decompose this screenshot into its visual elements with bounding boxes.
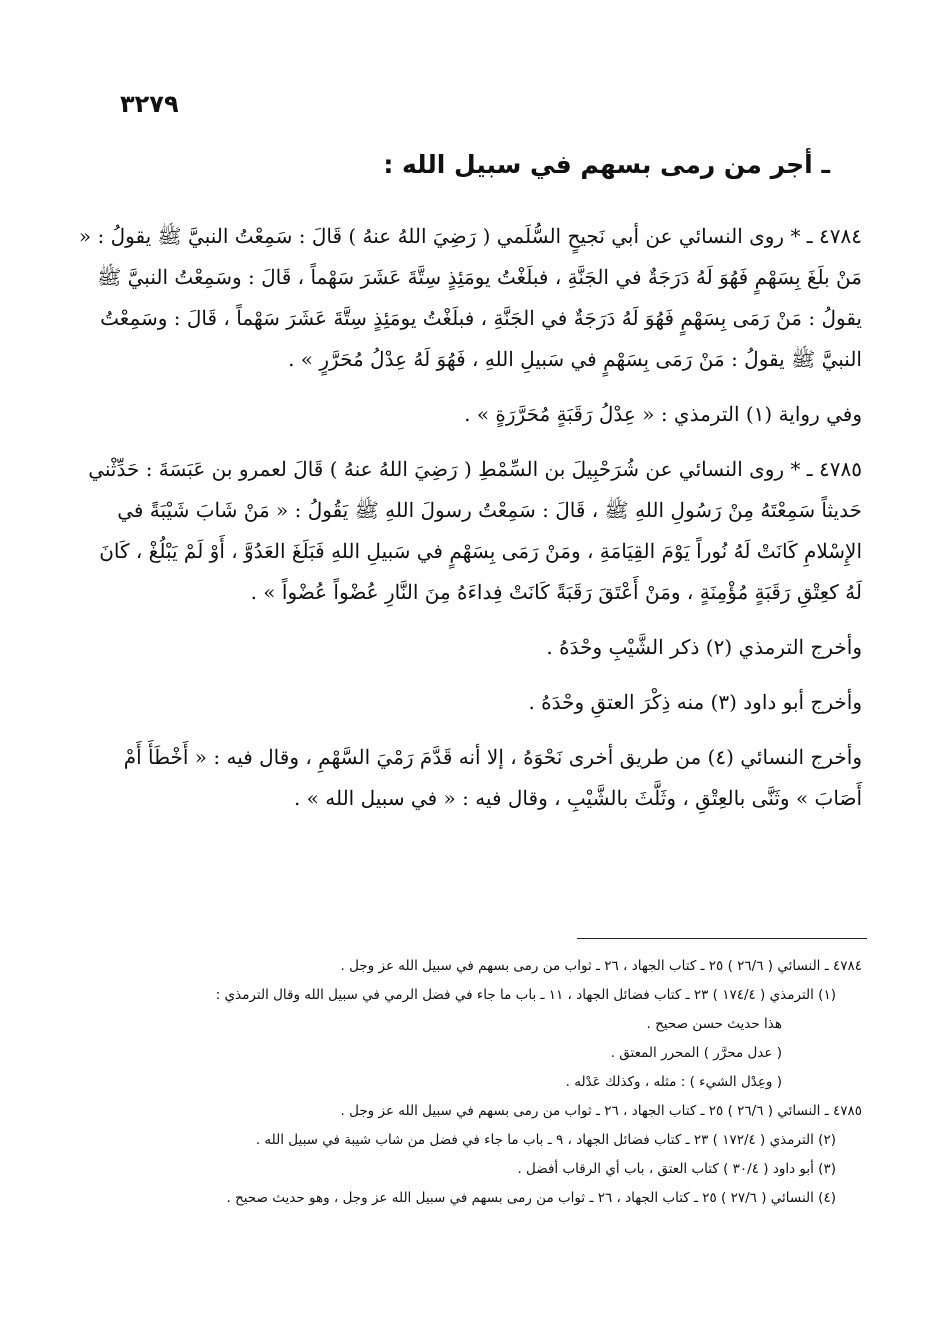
footnote-1-gloss-idl: ( وعِدْل الشيء ) : مثله ، وكذلك عَدْله .	[565, 1074, 782, 1090]
footnotes-section	[72, 952, 862, 1213]
footnote-2: (٢) الترمذي ( ١٧٢/٤ ) ٢٣ ـ كتاب فضائل الجهاد ، ٩ ـ باب ما جاء في فضل من شاب شيبة في سبيل الله .	[255, 1132, 836, 1148]
footnote-4785: ٤٧٨٥ ـ النسائي ( ٢٦/٦ ) ٢٥ ـ كتاب الجهاد ، ٢٦ ـ ثواب من رمى بسهم في سبيل الله عز وجل .	[340, 1103, 862, 1119]
footnote-1-continuation: هذا حديث حسن صحيح .	[646, 1016, 782, 1032]
footnote-3: (٣) أبو داود ( ٣٠/٤ ) كتاب العتق ، باب أي الرقاب أفضل .	[517, 1161, 836, 1177]
tirmidhi-takhrij-note: وأخرج الترمذي (٢) ذكر الشَّيْبِ وحْدَهُ .	[546, 635, 862, 659]
section-heading: ـ أجر من رمى بسهم في سبيل الله :	[383, 150, 830, 179]
footnote-4: (٤) النسائي ( ٢٧/٦ ) ٢٥ ـ كتاب الجهاد ، ٢٦ ـ ثواب من رمى بسهم في سبيل الله عز وجل ، وهو حديث صحيح .	[226, 1190, 836, 1206]
page-number: ٣٢٧٩	[120, 90, 179, 118]
footnote-1: (١) الترمذي ( ١٧٤/٤ ) ٢٣ ـ كتاب فضائل الجهاد ، ١١ ـ باب ما جاء في فضل الرمي في سبيل الله وقال الترمذي :	[215, 987, 836, 1003]
footnote-1-gloss-muharrar: ( عدل محرَّر ) المحرر المعتق .	[610, 1045, 782, 1061]
hadith-4784: ٤٧٨٤ ـ * روى النسائي عن أبي نَجيحٍ السُّلَمي ( رَضِيَ اللهُ عنهُ ) قَالَ : سَمِعْتُ النبيَّ ﷺ يقولُ : « مَنْ بلَغَ بِسَهْمٍ فَهُوَ لَهُ دَرَجَةٌ في الجَنَّةِ ، فبلَغْتُ يومَئِذٍ سِتَّةَ عَشَرَ سَهْماً ، قَالَ : وسَمِعْتُ النبيَّ ﷺ يقولُ : مَنْ رَمَى بِسَهْمٍ فَهُوَ لَهُ دَرَجَةٌ في الجَنَّةِ ، فبلَغْتُ يومَئِذٍ سِتَّةَ عَشَرَ سَهْماً ، قَالَ : وسَمِعْتُ النبيَّ ﷺ يقولُ : مَنْ رَمَى بِسَهْمٍ في سَبيلِ اللهِ ، فَهُوَ لَهُ عِدْلُ مُحَرَّرٍ » .	[78, 224, 862, 371]
tirmidhi-narration-note: وفي رواية (١) الترمذي : « عِدْلُ رَقَبَةٍ مُحَرَّرَةٍ » .	[464, 402, 862, 426]
nasai-takhrij-note: وأخرج النسائي (٤) من طريق أخرى نَحْوَهُ ، إلا أنه قَدَّمَ رَمْيَ السَّهْمِ ، وقال فيه : « أَخْطَأَ أَمْ أَصَابَ » وثَنَّى بالعِتْقِ ، وثَلَّثَ بالشَّيْبِ ، وقال فيه : « في سبيل الله » .	[123, 745, 862, 810]
footnote-divider	[577, 938, 867, 939]
footnote-4784: ٤٧٨٤ ـ النسائي ( ٢٦/٦ ) ٢٥ ـ كتاب الجهاد ، ٢٦ ـ ثواب من رمى بسهم في سبيل الله عز وجل .	[340, 958, 862, 974]
main-text	[78, 216, 862, 819]
abu-dawud-takhrij-note: وأخرج أبو داود (٣) منه ذِكْرَ العتقِ وحْدَهُ .	[528, 690, 862, 714]
hadith-4785: ٤٧٨٥ ـ * روى النسائي عن شُرَحْبِيلَ بن السِّمْطِ ( رَضِيَ اللهُ عنهُ ) قَالَ لعمرو بن عَبَسَةَ : حَدِّثْني حَديثاً سَمِعْتَهُ مِنْ رَسُولِ اللهِ ﷺ ، قَالَ : سَمِعْتُ رسولَ اللهِ ﷺ يَقُولُ : « مَنْ شَابَ شَيْبَةً في الإِسْلامِ كَانَتْ لَهُ نُوراً يَوْمَ القِيَامَةِ ، ومَنْ رَمَى بِسَهْمٍ في سَبيلِ اللهِ فَبَلَغَ العَدُوَّ ، أَوْ لَمْ يَبْلُغْ ، كَانَ لَهُ كعِتْقِ رَقَبَةٍ مُؤْمِنَةٍ ، ومَنْ أَعْتَقَ رَقَبَةً كَانَتْ فِداءَهُ مِنَ النَّارِ عُضْواً عُضْواً » .	[88, 457, 862, 604]
